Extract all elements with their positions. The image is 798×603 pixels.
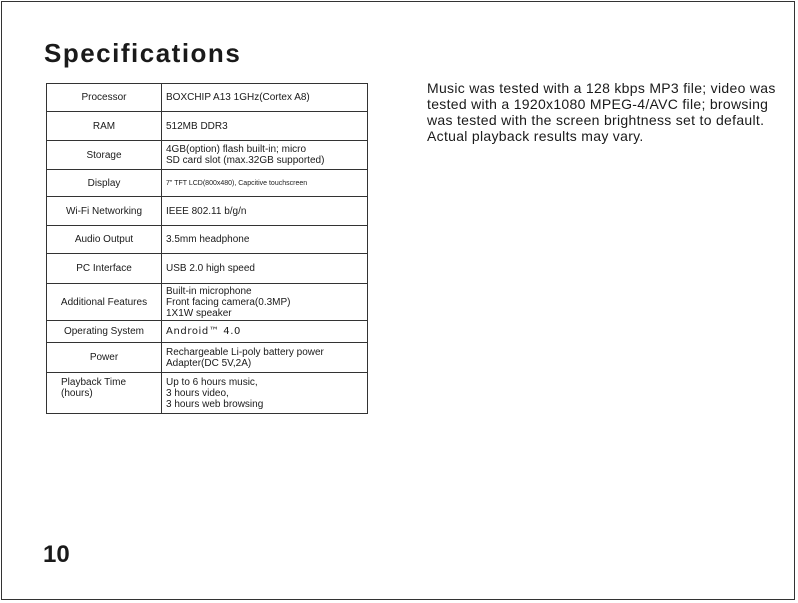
spec-value-line: Front facing camera(0.3MP)	[166, 296, 291, 308]
spec-row-processor	[47, 84, 368, 112]
spec-value-line: BOXCHIP A13 1GHz(Cortex A8)	[166, 92, 310, 103]
spec-value-line: Up to 6 hours music,	[166, 377, 258, 388]
spec-value	[162, 321, 368, 343]
spec-row-operating-system	[47, 321, 368, 343]
spec-value-line: 4GB(option) flash built-in; micro	[166, 144, 307, 155]
spec-row-ram	[47, 112, 368, 141]
spec-row-pc-interface	[47, 254, 368, 284]
spec-value	[162, 141, 368, 170]
spec-value-line: 3 hours web browsing	[166, 399, 264, 410]
spec-label: Operating System	[47, 321, 162, 343]
spec-label: Power	[47, 343, 162, 373]
page-title: Specifications	[44, 38, 242, 68]
spec-value-line: SD card slot (max.32GB supported)	[166, 155, 325, 166]
spec-value	[162, 197, 368, 226]
spec-value-line: Rechargeable Li-poly battery power	[166, 346, 324, 358]
spec-value	[162, 112, 368, 141]
spec-value-line: 3 hours video,	[166, 388, 229, 399]
spec-value	[162, 254, 368, 284]
spec-row-display	[47, 170, 368, 197]
spec-value-line: 1X1W speaker	[166, 307, 232, 319]
spec-table	[46, 83, 368, 414]
spec-value-line: Built-in microphone	[166, 285, 252, 297]
spec-value-line: USB 2.0 high speed	[166, 263, 255, 274]
spec-row-playback-time	[47, 373, 368, 414]
spec-label: Storage	[47, 141, 162, 170]
spec-row-additional-features	[47, 284, 368, 321]
spec-value-line: Adapter(DC 5V,2A)	[166, 357, 252, 369]
spec-value	[162, 84, 368, 112]
spec-value	[162, 170, 368, 197]
spec-value	[162, 373, 368, 414]
spec-value	[162, 284, 368, 321]
spec-label: RAM	[47, 112, 162, 141]
spec-label: Audio Output	[47, 226, 162, 254]
spec-label	[47, 373, 162, 414]
spec-value-line: 3.5mm headphone	[166, 234, 250, 245]
spec-value	[162, 343, 368, 373]
spec-label: Display	[47, 170, 162, 197]
spec-value-line: 7" TFT LCD(800x480), Capcitive touchscreen	[166, 179, 308, 187]
page-number: 10	[43, 541, 70, 568]
spec-value	[162, 226, 368, 254]
spec-label: Additional Features	[47, 284, 162, 321]
spec-value-line: 512MB DDR3	[166, 120, 228, 132]
spec-label: Wi-Fi Networking	[47, 197, 162, 226]
spec-row-wifi	[47, 197, 368, 226]
spec-label-line: Playback Time	[61, 377, 127, 388]
spec-label: PC Interface	[47, 254, 162, 284]
spec-row-audio	[47, 226, 368, 254]
spec-label: Processor	[47, 84, 162, 112]
battery-test-note: Music was tested with a 128 kbps MP3 file; video was tested with a 1920x1080 MPEG-4/AVC file; browsing was tested with the screen brightness set to default. Actual playback results may vary.	[427, 80, 776, 144]
spec-label-line: (hours)	[61, 388, 93, 399]
spec-value-line: Android™ 4.0	[166, 326, 241, 337]
spec-value-line: IEEE 802.11 b/g/n	[166, 205, 247, 217]
spec-row-storage	[47, 141, 368, 170]
spec-row-power	[47, 343, 368, 373]
